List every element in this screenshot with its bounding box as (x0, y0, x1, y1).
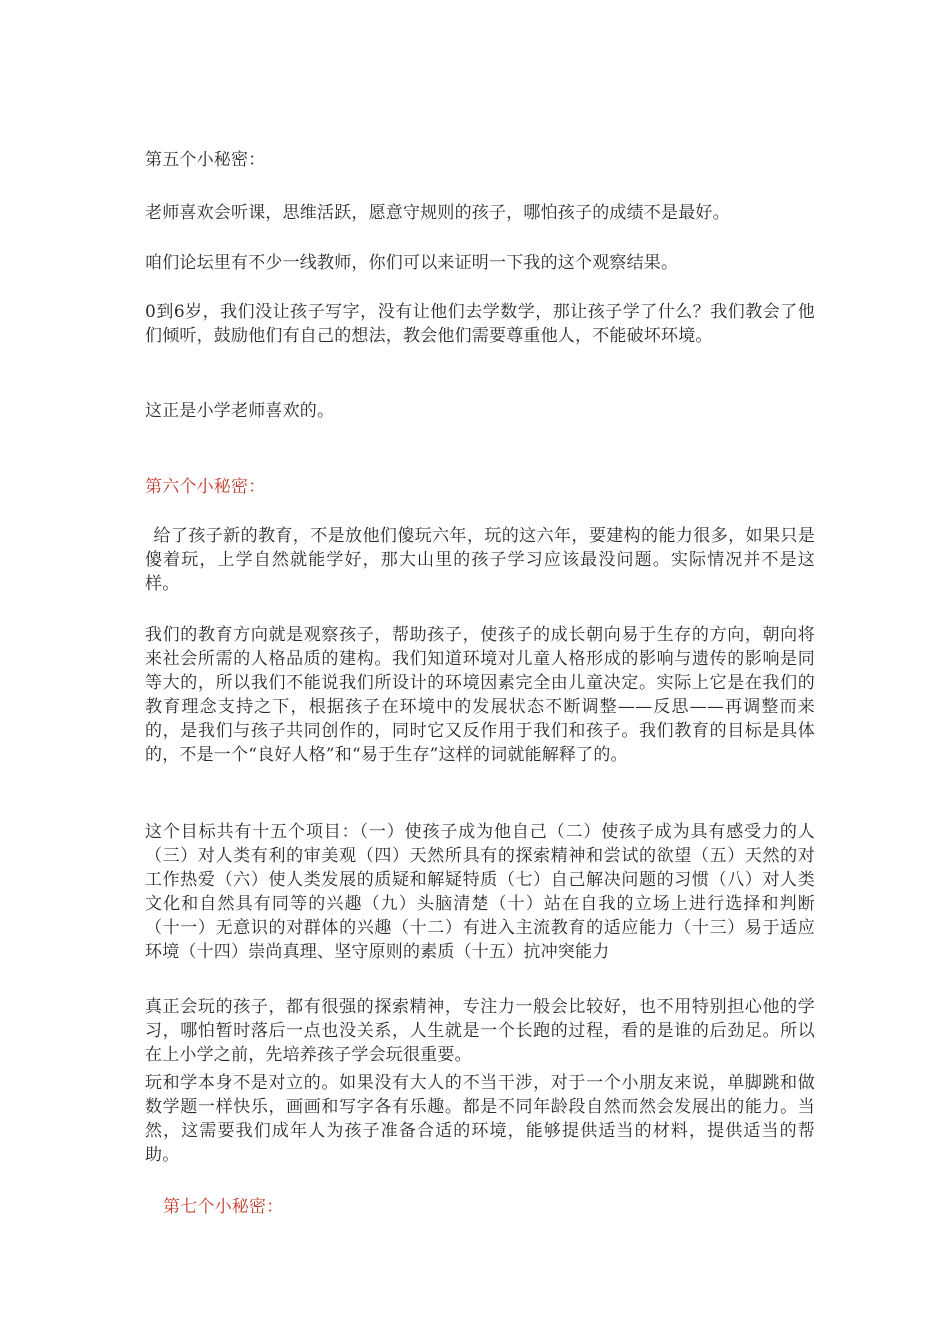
heading-secret-5: 第五个小秘密： (145, 150, 266, 170)
paragraph-forum-teachers: 咱们论坛里有不少一线教师，你们可以来证明一下我的这个观察结果。 (145, 253, 679, 273)
heading-secret-6: 第六个小秘密： (145, 477, 266, 497)
paragraph-teachers-like: 这正是小学老师喜欢的。 (145, 401, 335, 421)
paragraph-zero-to-six: 0到6岁，我们没让孩子写字，没有让他们去学数学，那让孩子学了什么？我们教会了他们倾听，鼓励他们有自己的想法，教会他们需要尊重他人，不能破坏环境。 (145, 302, 815, 346)
paragraph-good-players: 真正会玩的孩子，都有很强的探索精神，专注力一般会比较好，也不用特别担心他的学习，哪怕暂时落后一点也没关系，人生就是一个长跑的过程，看的是谁的后劲足。所以在上小学之前，先培养孩子学会玩很重要。 (145, 997, 815, 1065)
paragraph-play-and-learn: 玩和学本身不是对立的。如果没有大人的不当干涉，对于一个小朋友来说，单脚跳和做数学题一样快乐，画画和写字各有乐趣。都是不同年龄段自然而然会发展出的能力。当然，这需要我们成年人为孩子准备合适的环境，能够提供适当的材料，提供适当的帮助。 (145, 1073, 815, 1165)
paragraph-fifteen-goals: 这个目标共有十五个项目：（一）使孩子成为他自己（二）使孩子成为具有感受力的人（三）对人类有利的审美观（四）天然所具有的探索精神和尝试的欲望（五）天然的对工作热爱（六）使人类发展的质疑和解疑特质（七）自己解决问题的习惯（八）对人类文化和自然具有同等的兴趣（九）头脑清楚（十）站在自我的立场上进行选择和判断（十一）无意识的对群体的兴趣（十二）有进入主流教育的适应能力（十三）易于适应环境（十四）崇尚真理、坚守原则的素质（十五）抗冲突能力 (145, 822, 815, 962)
paragraph-new-education: 给了孩子新的教育，不是放他们傻玩六年，玩的这六年，要建构的能力很多，如果只是傻着玩，上学自然就能学好，那大山里的孩子学习应该最没问题。实际情况并不是这样。 (145, 526, 815, 594)
heading-secret-7: 第七个小秘密： (163, 1197, 284, 1217)
paragraph-education-direction: 我们的教育方向就是观察孩子，帮助孩子，使孩子的成长朝向易于生存的方向，朝向将来社会所需的人格品质的建构。我们知道环境对儿童人格形成的影响与遗传的影响是同等大的，所以我们不能说我们所设计的环境因素完全由儿童决定。实际上它是在我们的教育理念支持之下，根据孩子在环境中的发展状态不断调整——反思——再调整而来的，是我们与孩子共同创作的，同时它又反作用于我们和孩子。我们教育的目标是具体的，不是一个“良好人格”和“易于生存”这样的词就能解释了的。 (145, 625, 815, 765)
paragraph-teacher-preference: 老师喜欢会听课，思维活跃，愿意守规则的孩子，哪怕孩子的成绩不是最好。 (145, 203, 730, 223)
